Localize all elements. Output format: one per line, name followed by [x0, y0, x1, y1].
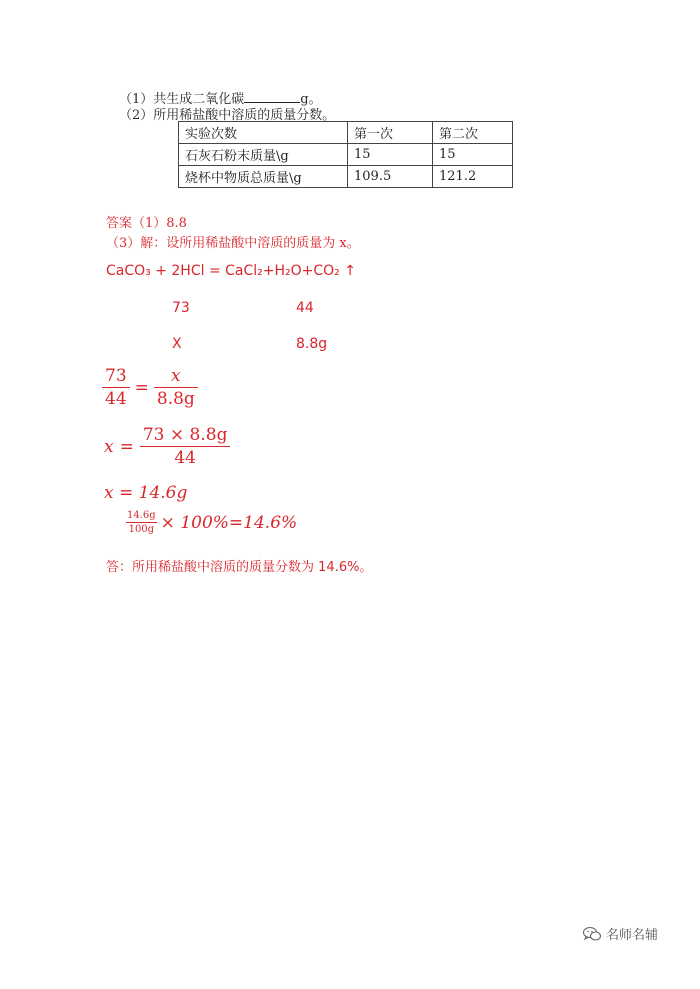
table-cell: 15: [433, 144, 513, 166]
table-cell: 烧杯中物质总质量\g: [179, 166, 348, 188]
fraction: [154, 366, 198, 409]
table-cell: 15: [348, 144, 433, 166]
table-cell: 121.2: [433, 166, 513, 188]
proportion-equation: [102, 366, 198, 409]
table-header-cell: 第二次: [433, 122, 513, 144]
question-2: （2）所用稀盐酸中溶质的质量分数。: [119, 108, 336, 123]
solve-equation: [104, 425, 230, 468]
experiment-table: [178, 121, 513, 188]
fraction-denominator: 44: [140, 446, 231, 468]
table-header-row: [179, 122, 513, 144]
ratio-left-top: 73: [172, 300, 190, 316]
answer-blank: [244, 90, 300, 103]
table-cell: 109.5: [348, 166, 433, 188]
table-header-cell: 第一次: [348, 122, 433, 144]
chemical-equation: CaCO₃ + 2HCl = CaCl₂+H₂O+CO₂ ↑: [106, 263, 356, 279]
ratio-right-top: 44: [296, 300, 314, 316]
fraction-denominator: 100g: [126, 522, 158, 535]
table-header-cell: 实验次数: [179, 122, 348, 144]
ratio-right-bottom: 8.8g: [296, 336, 328, 352]
question-1-suffix: g。: [300, 92, 322, 107]
answer-line-1: 答案（1）8.8: [106, 216, 187, 231]
variable-x: x: [104, 436, 114, 457]
fraction-denominator: 8.8g: [154, 387, 198, 409]
watermark: [582, 924, 658, 943]
percentage-expression: × 100%=14.6%: [160, 512, 298, 533]
final-answer-value: 14.6%。: [318, 560, 373, 575]
table-row: [179, 166, 513, 188]
fraction: [102, 366, 130, 409]
answer-line-2: （3）解：设所用稀盐酸中溶质的质量为 x。: [106, 236, 360, 251]
fraction-denominator: 44: [102, 387, 130, 409]
wechat-icon: [582, 926, 602, 942]
equals-sign: =: [134, 377, 149, 398]
table-cell: 石灰石粉末质量\g: [179, 144, 348, 166]
question-1-prefix: （1）共生成二氧化碳: [119, 92, 245, 107]
table-row: [179, 144, 513, 166]
final-answer: [106, 556, 372, 575]
fraction-numerator: 73 × 8.8g: [142, 425, 228, 445]
final-answer-text: 答：所用稀盐酸中溶质的质量分数为: [106, 560, 319, 575]
fraction-numerator: x: [171, 366, 181, 386]
result-equation: x = 14.6g: [104, 483, 188, 503]
fraction: [140, 425, 231, 468]
fraction-numerator: 73: [105, 366, 127, 386]
fraction: [124, 510, 159, 535]
percentage-calculation: [124, 510, 297, 535]
fraction-numerator: 14.6g: [127, 510, 156, 521]
watermark-text: 名师名辅: [606, 928, 659, 943]
ratio-left-bottom: X: [172, 336, 182, 352]
equals-sign: =: [119, 436, 134, 457]
